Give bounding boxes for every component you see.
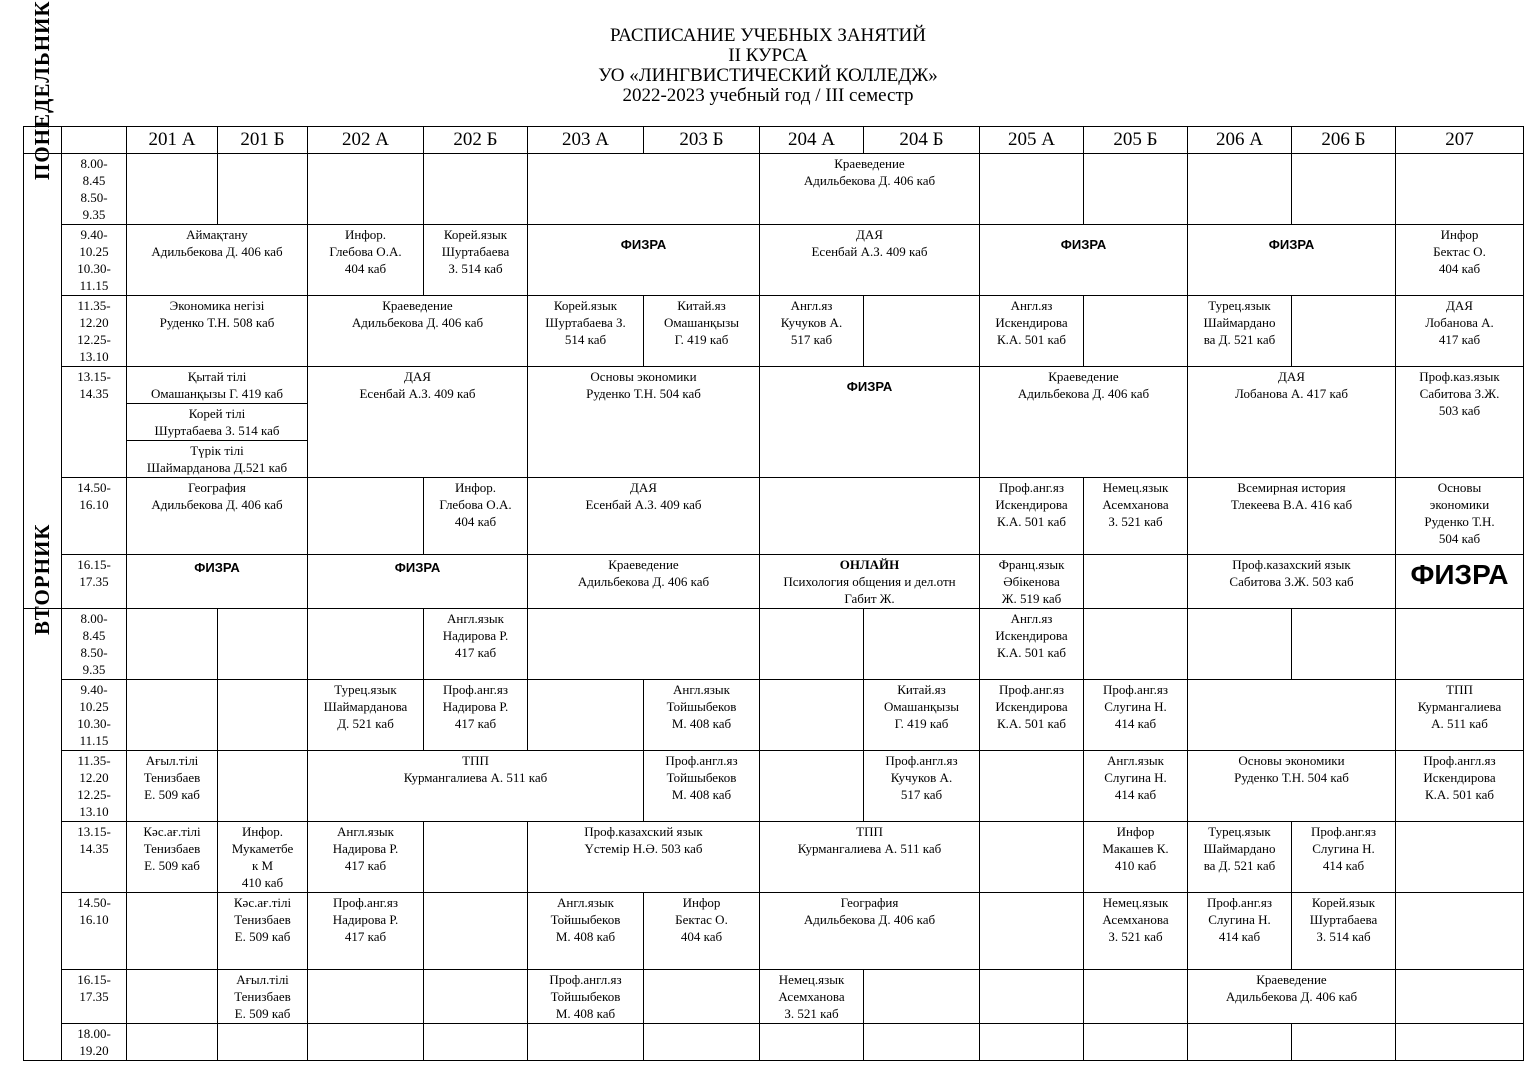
lesson-cell: Англ.яз Искендирова К.А. 501 каб xyxy=(980,609,1084,680)
schedule-row xyxy=(24,609,1524,680)
title-line-3: УО «ЛИНГВИСТИЧЕСКИЙ КОЛЛЕДЖ» xyxy=(598,65,938,86)
group-header: 202 А xyxy=(308,127,424,154)
lesson-cell: Англ.яз Искендирова К.А. 501 каб xyxy=(980,296,1084,367)
group-header: 206 А xyxy=(1188,127,1292,154)
lesson-cell: Корей.язык Шуртабаева З. 514 каб xyxy=(424,225,528,296)
lesson-cell: ДАЯ Есенбай А.З. 409 каб xyxy=(308,367,528,478)
empty-header-cell xyxy=(62,127,127,154)
empty-cell xyxy=(1084,970,1188,1024)
empty-cell xyxy=(1188,1024,1292,1061)
lesson-cell: Инфор Бектас О. 404 каб xyxy=(1396,225,1524,296)
time-slot: 11.35- 12.20 12.25- 13.10 xyxy=(62,751,127,822)
empty-cell xyxy=(528,680,644,751)
lesson-cell: Түрік тілі Шаймарданова Д.521 каб xyxy=(127,441,308,478)
lesson-cell: Кәс.ағ.тілі Тенизбаев Е. 509 каб xyxy=(218,893,308,970)
lesson-cell: Аймақтану Адильбекова Д. 406 каб xyxy=(127,225,308,296)
lesson-cell: Основы экономики Руденко Т.Н. 504 каб xyxy=(1396,478,1524,555)
group-header: 204 А xyxy=(760,127,864,154)
lesson-cell: География Адильбекова Д. 406 каб xyxy=(127,478,308,555)
lesson-cell: География Адильбекова Д. 406 каб xyxy=(760,893,980,970)
schedule-row xyxy=(24,970,1524,1024)
time-slot: 14.50- 16.10 xyxy=(62,893,127,970)
lesson-cell: Основы экономики Руденко Т.Н. 504 каб xyxy=(1188,751,1396,822)
lesson-cell: Инфор. Глебова О.А. 404 каб xyxy=(308,225,424,296)
lesson-cell: Англ.язык Слугина Н. 414 каб xyxy=(1084,751,1188,822)
pe-cell: ФИЗРА xyxy=(980,225,1188,296)
lesson-cell: Корей.язык Шуртабаева З. 514 каб xyxy=(1292,893,1396,970)
time-slot: 8.00- 8.45 8.50- 9.35 xyxy=(62,609,127,680)
lesson-cell: Турец.язык Шаймардано ва Д. 521 каб xyxy=(1188,822,1292,893)
empty-cell xyxy=(864,1024,980,1061)
lesson-cell: Всемирная история Тлекеева В.А. 416 каб xyxy=(1188,478,1396,555)
document-title xyxy=(0,26,1536,106)
empty-cell xyxy=(308,154,424,225)
day-label-monday: ПОНЕДЕЛЬНИК xyxy=(24,154,62,609)
empty-cell xyxy=(864,609,980,680)
group-header: 205 А xyxy=(980,127,1084,154)
schedule-row xyxy=(24,1024,1524,1061)
empty-cell xyxy=(980,893,1084,970)
empty-cell xyxy=(308,1024,424,1061)
lesson-cell: Китай.яз Омашанқызы Г. 419 каб xyxy=(644,296,760,367)
schedule-row xyxy=(24,154,1524,225)
lesson-cell: Немец.язык Асемханова З. 521 каб xyxy=(1084,893,1188,970)
empty-cell xyxy=(218,1024,308,1061)
empty-cell xyxy=(528,1024,644,1061)
lesson-cell: Проф.анг.яз Искендирова К.А. 501 каб xyxy=(980,478,1084,555)
lesson-cell: Краеведение Адильбекова Д. 406 каб xyxy=(980,367,1188,478)
lesson-text: Психология общения и дел.отн Габит Ж. xyxy=(783,574,956,606)
empty-cell xyxy=(1084,154,1188,225)
lesson-cell xyxy=(760,555,980,609)
schedule-row xyxy=(24,296,1524,367)
schedule-row xyxy=(24,225,1524,296)
pe-cell: ФИЗРА xyxy=(1396,555,1524,609)
empty-cell xyxy=(1396,822,1524,893)
lesson-cell: Краеведение Адильбекова Д. 406 каб xyxy=(308,296,528,367)
empty-cell xyxy=(127,893,218,970)
schedule-row xyxy=(24,367,1524,404)
empty-cell xyxy=(127,1024,218,1061)
lesson-cell: Проф.анг.яз Слугина Н. 414 каб xyxy=(1292,822,1396,893)
lesson-cell: Основы экономики Руденко Т.Н. 504 каб xyxy=(528,367,760,478)
lesson-cell: Инфор Бектас О. 404 каб xyxy=(644,893,760,970)
empty-cell xyxy=(980,970,1084,1024)
time-slot: 18.00- 19.20 xyxy=(62,1024,127,1061)
lesson-cell: Проф.казахский язык Сабитова З.Ж. 503 каб xyxy=(1188,555,1396,609)
empty-cell xyxy=(127,970,218,1024)
empty-cell xyxy=(127,609,218,680)
lesson-cell: ДАЯ Лобанова А. 417 каб xyxy=(1396,296,1524,367)
empty-cell xyxy=(1084,296,1188,367)
day-label-tuesday: ВТОРНИК xyxy=(24,609,62,1061)
empty-cell xyxy=(218,154,308,225)
lesson-cell: Турец.язык Шаймардано ва Д. 521 каб xyxy=(1188,296,1292,367)
empty-cell xyxy=(1292,609,1396,680)
lesson-cell: Англ.язык Надирова Р. 417 каб xyxy=(424,609,528,680)
empty-cell xyxy=(760,609,864,680)
lesson-cell: Краеведение Адильбекова Д. 406 каб xyxy=(760,154,980,225)
lesson-cell: Турец.язык Шаймарданова Д. 521 каб xyxy=(308,680,424,751)
lesson-cell: Проф.анг.яз Слугина Н. 414 каб xyxy=(1188,893,1292,970)
time-slot: 8.00- 8.45 8.50- 9.35 xyxy=(62,154,127,225)
lesson-cell: ТПП Курмангалиева А. 511 каб xyxy=(760,822,980,893)
empty-cell xyxy=(1396,154,1524,225)
lesson-cell: Англ.язык Тойшыбеков М. 408 каб xyxy=(528,893,644,970)
schedule-row xyxy=(24,478,1524,555)
empty-cell xyxy=(980,822,1084,893)
empty-cell xyxy=(528,154,760,225)
pe-cell: ФИЗРА xyxy=(760,367,980,478)
empty-cell xyxy=(218,609,308,680)
empty-cell xyxy=(424,154,528,225)
empty-cell xyxy=(760,751,864,822)
empty-cell xyxy=(1188,154,1292,225)
empty-cell xyxy=(218,680,308,751)
lesson-cell: Проф.казахский язык Үстемір Н.Ә. 503 каб xyxy=(528,822,760,893)
lesson-cell: Инфор Макашев К. 410 каб xyxy=(1084,822,1188,893)
empty-cell xyxy=(1396,1024,1524,1061)
lesson-cell: ДАЯ Есенбай А.З. 409 каб xyxy=(760,225,980,296)
empty-cell xyxy=(1396,893,1524,970)
pe-cell: ФИЗРА xyxy=(127,555,308,609)
schedule-row xyxy=(24,751,1524,822)
lesson-cell: Краеведение Адильбекова Д. 406 каб xyxy=(1188,970,1396,1024)
empty-cell xyxy=(1396,609,1524,680)
empty-cell xyxy=(424,822,528,893)
lesson-cell: Краеведение Адильбекова Д. 406 каб xyxy=(528,555,760,609)
pe-cell: ФИЗРА xyxy=(308,555,528,609)
title-line-2: II КУРСА xyxy=(728,45,808,66)
empty-cell xyxy=(424,970,528,1024)
schedule-row xyxy=(24,822,1524,893)
lesson-cell: Проф.англ.яз Искендирова К.А. 501 каб xyxy=(1396,751,1524,822)
lesson-cell: Қытай тілі Омашанқызы Г. 419 каб xyxy=(127,367,308,404)
empty-cell xyxy=(980,1024,1084,1061)
empty-cell xyxy=(308,970,424,1024)
empty-cell xyxy=(424,1024,528,1061)
group-header: 203 Б xyxy=(644,127,760,154)
empty-cell xyxy=(1188,609,1292,680)
empty-cell xyxy=(760,478,980,555)
group-header: 202 Б xyxy=(424,127,528,154)
time-slot: 11.35- 12.20 12.25- 13.10 xyxy=(62,296,127,367)
time-slot: 13.15- 14.35 xyxy=(62,367,127,478)
group-header: 201 А xyxy=(127,127,218,154)
empty-cell xyxy=(760,1024,864,1061)
empty-cell xyxy=(127,154,218,225)
lesson-cell: Проф.анг.яз Надирова Р. 417 каб xyxy=(424,680,528,751)
empty-cell xyxy=(127,680,218,751)
time-slot: 16.15- 17.35 xyxy=(62,555,127,609)
empty-cell xyxy=(528,609,760,680)
group-header-row xyxy=(24,127,1524,154)
lesson-cell: Ағыл.тілі Тенизбаев Е. 509 каб xyxy=(218,970,308,1024)
time-slot: 13.15- 14.35 xyxy=(62,822,127,893)
lesson-cell: Экономика негізі Руденко Т.Н. 508 каб xyxy=(127,296,308,367)
group-header: 201 Б xyxy=(218,127,308,154)
lesson-cell: Инфор. Мукаметбе к М 410 каб xyxy=(218,822,308,893)
group-header: 203 А xyxy=(528,127,644,154)
lesson-cell: Англ.язык Тойшыбеков М. 408 каб xyxy=(644,680,760,751)
lesson-cell: Проф.анг.яз Надирова Р. 417 каб xyxy=(308,893,424,970)
schedule-row xyxy=(24,555,1524,609)
lesson-cell: Инфор. Глебова О.А. 404 каб xyxy=(424,478,528,555)
empty-cell xyxy=(864,296,980,367)
lesson-cell: ДАЯ Лобанова А. 417 каб xyxy=(1188,367,1396,478)
lesson-cell: ТПП Курмангалиева А. 511 каб xyxy=(1396,680,1524,751)
group-header: 206 Б xyxy=(1292,127,1396,154)
schedule-row xyxy=(24,893,1524,970)
empty-cell xyxy=(760,680,864,751)
lesson-cell: ТПП Курмангалиева А. 511 каб xyxy=(308,751,644,822)
empty-cell xyxy=(980,154,1084,225)
lesson-cell: Франц.язык Әбікенова Ж. 519 каб xyxy=(980,555,1084,609)
empty-cell xyxy=(1084,609,1188,680)
lesson-cell: Корей.язык Шуртабаева З. 514 каб xyxy=(528,296,644,367)
group-header: 205 Б xyxy=(1084,127,1188,154)
schedule-row xyxy=(24,680,1524,751)
online-label: ОНЛАЙН xyxy=(839,557,900,572)
group-header: 207 xyxy=(1396,127,1524,154)
lesson-cell: Англ.яз Кучуков А. 517 каб xyxy=(760,296,864,367)
time-slot: 14.50- 16.10 xyxy=(62,478,127,555)
empty-cell xyxy=(644,970,760,1024)
lesson-cell: ДАЯ Есенбай А.З. 409 каб xyxy=(528,478,760,555)
empty-cell xyxy=(864,970,980,1024)
empty-cell xyxy=(1292,296,1396,367)
lesson-cell: Немец.язык Асемханова З. 521 каб xyxy=(1084,478,1188,555)
time-slot: 9.40- 10.25 10.30- 11.15 xyxy=(62,680,127,751)
empty-cell xyxy=(1292,1024,1396,1061)
time-slot: 9.40- 10.25 10.30- 11.15 xyxy=(62,225,127,296)
empty-cell xyxy=(980,751,1084,822)
lesson-cell: Проф.англ.яз Тойшыбеков М. 408 каб xyxy=(644,751,760,822)
pe-cell: ФИЗРА xyxy=(528,225,760,296)
lesson-cell: Проф.анг.яз Слугина Н. 414 каб xyxy=(1084,680,1188,751)
group-header: 204 Б xyxy=(864,127,980,154)
lesson-cell: Немец.язык Асемханова З. 521 каб xyxy=(760,970,864,1024)
lesson-cell: Проф.анг.яз Искендирова К.А. 501 каб xyxy=(980,680,1084,751)
lesson-cell: Проф.каз.язык Сабитова З.Ж. 503 каб xyxy=(1396,367,1524,478)
lesson-cell: Проф.англ.яз Кучуков А. 517 каб xyxy=(864,751,980,822)
pe-cell: ФИЗРА xyxy=(1188,225,1396,296)
empty-cell xyxy=(218,751,308,822)
empty-cell xyxy=(1188,680,1396,751)
empty-cell xyxy=(1084,555,1188,609)
empty-cell xyxy=(308,478,424,555)
time-slot: 16.15- 17.35 xyxy=(62,970,127,1024)
empty-cell xyxy=(1396,970,1524,1024)
empty-cell xyxy=(424,893,528,970)
lesson-cell: Ағыл.тілі Тенизбаев Е. 509 каб xyxy=(127,751,218,822)
lesson-cell: Кәс.ағ.тілі Тенизбаев Е. 509 каб xyxy=(127,822,218,893)
lesson-cell: Корей тілі Шуртабаева З. 514 каб xyxy=(127,404,308,441)
title-line-4: 2022-2023 учебный год / III семестр xyxy=(622,85,914,106)
lesson-cell: Китай.яз Омашанқызы Г. 419 каб xyxy=(864,680,980,751)
empty-cell xyxy=(1292,154,1396,225)
empty-cell xyxy=(1084,1024,1188,1061)
title-line-1: РАСПИСАНИЕ УЧЕБНЫХ ЗАНЯТИЙ xyxy=(609,25,927,46)
lesson-cell: Проф.англ.яз Тойшыбеков М. 408 каб xyxy=(528,970,644,1024)
empty-cell xyxy=(644,1024,760,1061)
empty-cell xyxy=(308,609,424,680)
lesson-cell: Англ.язык Надирова Р. 417 каб xyxy=(308,822,424,893)
